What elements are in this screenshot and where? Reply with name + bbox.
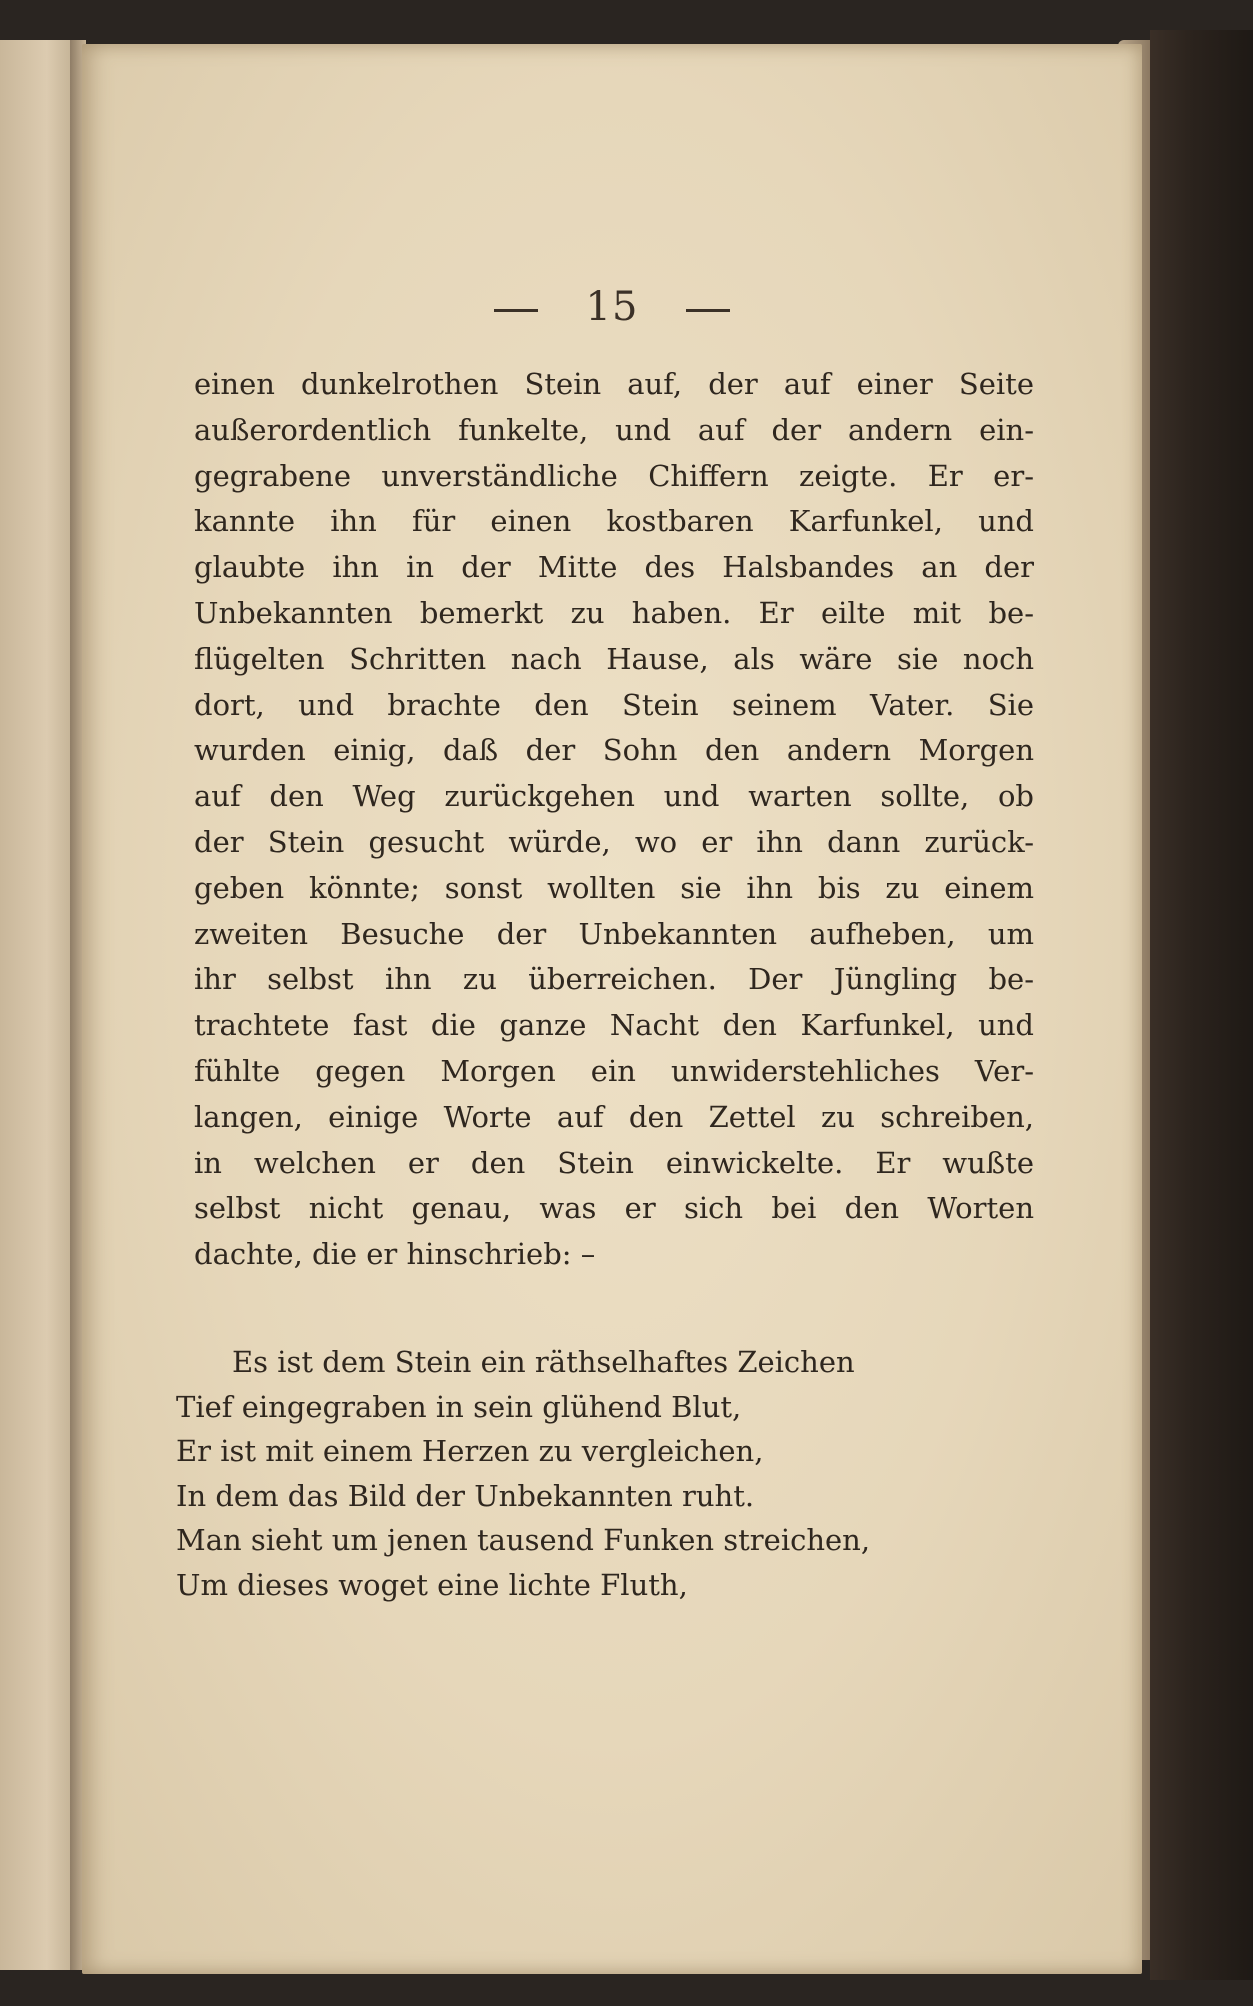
- prose-line: kannte ihn für einen kostbaren Karfunkel, und: [194, 504, 1034, 539]
- poem-line: Um dieses woget eine lichte Fluth,: [176, 1567, 688, 1602]
- prose-line: der Stein gesucht würde, wo er ihn dann zurück-: [194, 824, 1034, 859]
- prose-line: Unbekannten bemerkt zu haben. Er eilte mit be-: [194, 595, 1034, 630]
- poem-line: Man sieht um jenen tausend Funken streichen,: [176, 1523, 871, 1558]
- poem-line: In dem das Bild der Unbekannten ruht.: [176, 1478, 755, 1513]
- poem-stanza: [176, 1340, 996, 1608]
- prose-line: langen, einige Worte auf den Zettel zu schreiben,: [194, 1099, 1034, 1134]
- header-dash-right: [686, 309, 730, 312]
- prose-line: ihr selbst ihn zu überreichen. Der Jüngling be-: [194, 962, 1034, 997]
- prose-line: einen dunkelrothen Stein auf, der auf einer Seite: [194, 367, 1034, 401]
- book-cover: [1150, 30, 1253, 1980]
- prose-block: [194, 362, 1034, 1278]
- prose-line: außerordentlich funkelte, und auf der andern ein-: [194, 412, 1034, 447]
- page-number: 15: [585, 284, 639, 330]
- prose-line: dort, und brachte den Stein seinem Vater. Sie: [194, 687, 1034, 722]
- prose-line: geben könnte; sonst wollten sie ihn bis zu einem: [194, 870, 1034, 905]
- facing-page-edge: [0, 40, 78, 1970]
- poem-line: Er ist mit einem Herzen zu vergleichen,: [176, 1434, 764, 1469]
- prose-line: gegrabene unverständliche Chiffern zeigte. Er er-: [194, 458, 1034, 493]
- prose-line: trachtete fast die ganze Nacht den Karfunkel, und: [194, 1008, 1034, 1043]
- book-page: [82, 44, 1142, 1974]
- prose-line: wurden einig, daß der Sohn den andern Morgen: [194, 733, 1034, 768]
- prose-line: zweiten Besuche der Unbekannten aufheben, um: [194, 916, 1034, 951]
- prose-line: flügelten Schritten nach Hause, als wäre sie noch: [194, 641, 1034, 676]
- prose-line: in welchen er den Stein einwickelte. Er wußte: [194, 1145, 1034, 1180]
- prose-line: selbst nicht genau, was er sich bei den Worten: [194, 1191, 1034, 1226]
- prose-line: glaubte ihn in der Mitte des Halsbandes an der: [194, 550, 1034, 585]
- header-dash-left: [494, 309, 538, 312]
- prose-line: dachte, die er hinschrieb: –: [194, 1237, 596, 1272]
- prose-line: fühlte gegen Morgen ein unwiderstehliches Ver-: [194, 1053, 1034, 1088]
- poem-line: Tief eingegraben in sein glühend Blut,: [176, 1389, 742, 1424]
- prose-line: auf den Weg zurückgehen und warten sollte, ob: [194, 779, 1034, 814]
- poem-line: Es ist dem Stein ein räthselhaftes Zeichen: [232, 1345, 855, 1379]
- page-header: [82, 284, 1142, 330]
